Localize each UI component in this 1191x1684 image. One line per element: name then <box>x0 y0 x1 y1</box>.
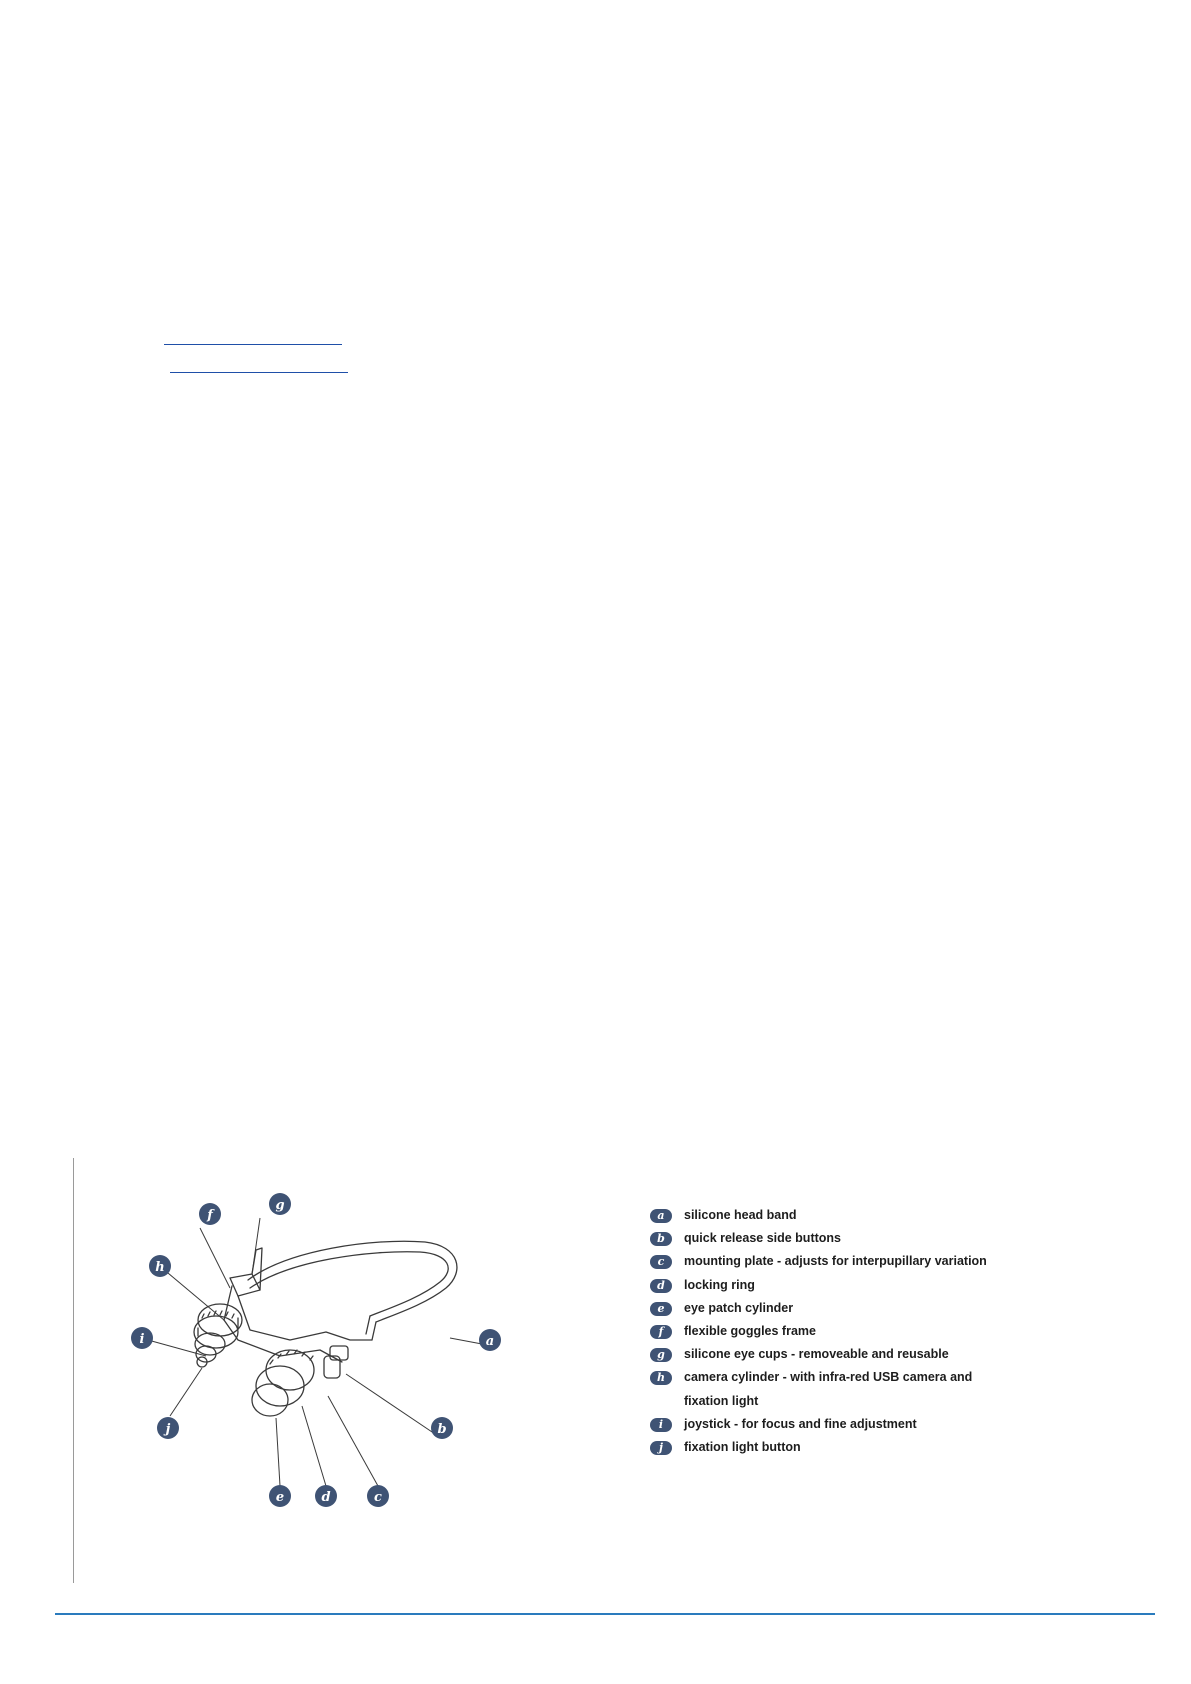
legend-label: flexible goggles frame <box>684 1323 816 1338</box>
legend-item <box>650 1440 1070 1463</box>
letter-badge: c <box>650 1255 672 1269</box>
parts-legend <box>650 1208 1070 1463</box>
legend-label: locking ring <box>684 1277 755 1292</box>
svg-text:d: d <box>321 1490 331 1505</box>
letter-badge: e <box>650 1302 672 1316</box>
svg-text:h: h <box>155 1260 165 1275</box>
letter-badge: a <box>650 1209 672 1223</box>
legend-label: eye patch cylinder <box>684 1300 794 1315</box>
letter-badge: j <box>650 1441 672 1455</box>
legend-label: silicone head band <box>684 1208 797 1222</box>
legend-label: quick release side buttons <box>684 1231 841 1246</box>
legend-label: fixation light button <box>684 1439 801 1454</box>
letter-badge: d <box>650 1279 672 1293</box>
callout-j <box>157 1417 179 1439</box>
callout-a <box>479 1329 501 1351</box>
footer-rule <box>55 1613 1155 1615</box>
link-underline[interactable] <box>164 344 342 345</box>
svg-text:e: e <box>275 1490 285 1505</box>
legend-label: camera cylinder - with infra-red USB camera and fixation light <box>684 1370 973 1408</box>
callout-b <box>431 1417 453 1439</box>
letter-badge: b <box>650 1232 672 1246</box>
letter-badge: h <box>650 1371 672 1385</box>
goggles-illustration <box>120 1190 540 1520</box>
legend-label: silicone eye cups - removeable and reusable <box>684 1347 949 1362</box>
svg-text:g: g <box>275 1198 285 1213</box>
callout-d <box>315 1485 337 1507</box>
callout-e <box>269 1485 291 1507</box>
figure-divider <box>73 1158 74 1583</box>
callout-g <box>269 1193 291 1215</box>
callout-i <box>131 1327 153 1349</box>
svg-text:j: j <box>165 1422 171 1437</box>
svg-text:c: c <box>374 1490 382 1505</box>
letter-badge: g <box>650 1348 672 1362</box>
legend-item <box>650 1370 1070 1416</box>
callout-h <box>149 1255 171 1277</box>
svg-text:a: a <box>485 1334 495 1349</box>
legend-label: mounting plate - adjusts for interpupillary variation <box>684 1254 987 1269</box>
svg-text:b: b <box>437 1422 447 1437</box>
callout-f <box>199 1203 221 1225</box>
link-underline[interactable] <box>170 372 348 373</box>
letter-badge: f <box>650 1325 672 1339</box>
letter-badge: i <box>650 1418 672 1432</box>
legend-label: joystick - for focus and fine adjustment <box>684 1416 917 1431</box>
callout-c <box>367 1485 389 1507</box>
svg-text:i: i <box>139 1332 145 1347</box>
svg-text:f: f <box>207 1208 213 1223</box>
